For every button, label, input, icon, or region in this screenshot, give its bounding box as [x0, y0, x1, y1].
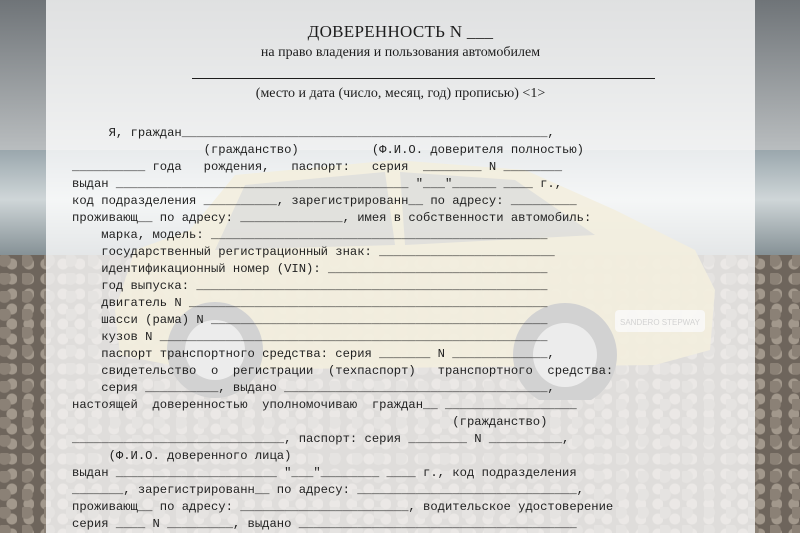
place-date-line — [192, 68, 655, 79]
text-line: марка, модель: ______________________________________________ — [72, 228, 548, 242]
text-line: _____________________________, паспорт: серия ________ N __________, — [72, 432, 570, 446]
text-line: (гражданство) (Ф.И.О. доверителя полностью) — [72, 143, 584, 157]
text-line: проживающ__ по адресу: _______________________, водительское удостоверение — [72, 500, 614, 514]
text-line: кузов N _____________________________________________________ — [72, 330, 548, 344]
text-line: идентификационный номер (VIN): ______________________________ — [72, 262, 548, 276]
text-line: выдан ______________________ "___"________ ____ г., код подразделения — [72, 466, 577, 480]
text-line: выдан ________________________________________ "___"______ ____ г., — [72, 177, 563, 191]
text-line: __________ года рождения, паспорт: серия ________ N ________ — [72, 160, 563, 174]
text-line: код подразделения __________, зарегистрированн__ по адресу: _________ — [72, 194, 577, 208]
text-line: паспорт транспортного средства: серия _______ N _____________, — [72, 347, 555, 361]
text-line: серия __________, выдано ____________________________________, — [72, 381, 555, 395]
text-line: государственный регистрационный знак: ________________________ — [72, 245, 555, 259]
text-line: (гражданство) — [72, 415, 548, 429]
text-line: год выпуска: ________________________________________________ — [72, 279, 548, 293]
text-line: _______, зарегистрированн__ по адресу: ______________________________, — [72, 483, 584, 497]
text-line: проживающ__ по адресу: ______________, имея в собственности автомобиль: — [72, 211, 592, 225]
text-line: (Ф.И.О. доверенного лица) — [72, 449, 292, 463]
document-subtitle: на право владения и пользования автомобилем — [260, 45, 541, 60]
text-line: свидетельство о регистрации (техпаспорт) транспортного средства: — [72, 364, 614, 378]
text-line: настоящей доверенностью уполномочиваю граждан__ __________________ — [72, 398, 577, 412]
place-date-note: (место и дата (число, месяц, год) прописью) <1> — [255, 86, 546, 101]
document-title: ДОВЕРЕННОСТЬ N ___ — [307, 22, 494, 41]
text-line: серия ____ N _________, выдано ______________________________________ — [72, 517, 577, 531]
text-line: двигатель N _________________________________________________ — [72, 296, 548, 310]
text-line: Я, граждан__________________________________________________, — [72, 126, 555, 140]
text-line: шасси (рама) N ______________________________________________ — [72, 313, 548, 327]
